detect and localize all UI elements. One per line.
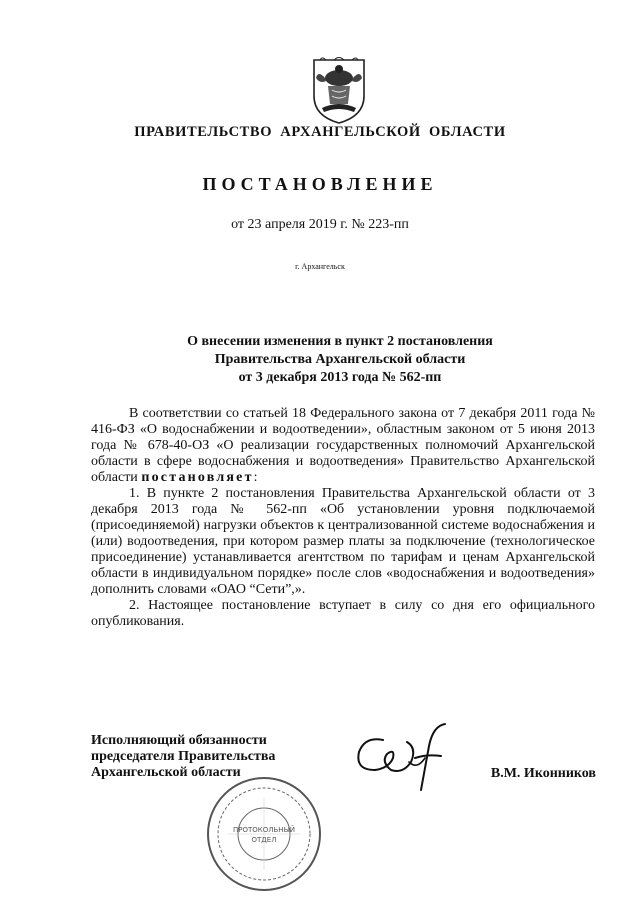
item-2-paragraph: 2. Настоящее постановление вступает в силу со дня его официального опубликования. — [91, 598, 595, 629]
signer-position-line: Архангельской области — [91, 765, 241, 780]
resolves-word: постановляет — [141, 470, 254, 485]
government-title: ПРАВИТЕЛЬСТВО АРХАНГЕЛЬСКОЙ ОБЛАСТИ — [134, 124, 506, 140]
signer-name: В.М. Иконников — [490, 766, 596, 781]
svg-text:ОТДЕЛ: ОТДЕЛ — [251, 836, 277, 844]
document-type: ПОСТАНОВЛЕНИЕ — [202, 174, 438, 194]
svg-text:ПРОТОКОЛЬНЫЙ: ПРОТОКОЛЬНЫЙ — [232, 826, 296, 834]
preamble-paragraph — [91, 406, 595, 486]
coat-of-arms-icon — [308, 56, 370, 126]
subject-line-1: О внесении изменения в пункт 2 постановления — [187, 334, 493, 349]
document-date-number: от 23 апреля 2019 г. № 223-пп — [231, 217, 409, 232]
resolves-colon: : — [253, 470, 258, 485]
document-city: г. Архангельск — [295, 262, 345, 271]
document-body — [91, 406, 595, 630]
handwritten-signature — [345, 718, 465, 798]
subject-line-2: Правительства Архангельской области — [214, 352, 466, 367]
signer-position-line: председателя Правительства — [91, 749, 276, 764]
preamble-text: В соответствии со статьей 18 Федерального закона от 7 декабря 2011 года № 416-ФЗ «О водоснабжении и водоотведении», областным законом от 5 июня 2013 года № 678-40-ОЗ «О реализации государственных полномочий Архангельской области в сфере водоснабжения и водоотведения» Правительство Архангельской области — [91, 406, 595, 485]
signer-position-line: Исполняющий обязанности — [91, 733, 267, 748]
subject-line-3: от 3 декабря 2013 года № 562-пп — [238, 370, 442, 385]
document-subject — [100, 333, 580, 387]
item-1-paragraph: 1. В пункте 2 постановления Правительства Архангельской области от 3 декабря 2013 года № 562-пп «Об установлении уровня подключаемой (присоединяемой) нагрузки объектов к централизованной системе водоснабжения и (или) водоотведения, при котором размер платы за подключение (технологическое присоединение) устанавливается агентством по тарифам и ценам Архангельской области в индивидуальном порядке» после слов «водоснабжения и водоотведения» дополнить словами «ОАО “Сети”,». — [91, 486, 595, 597]
official-stamp — [204, 774, 324, 894]
